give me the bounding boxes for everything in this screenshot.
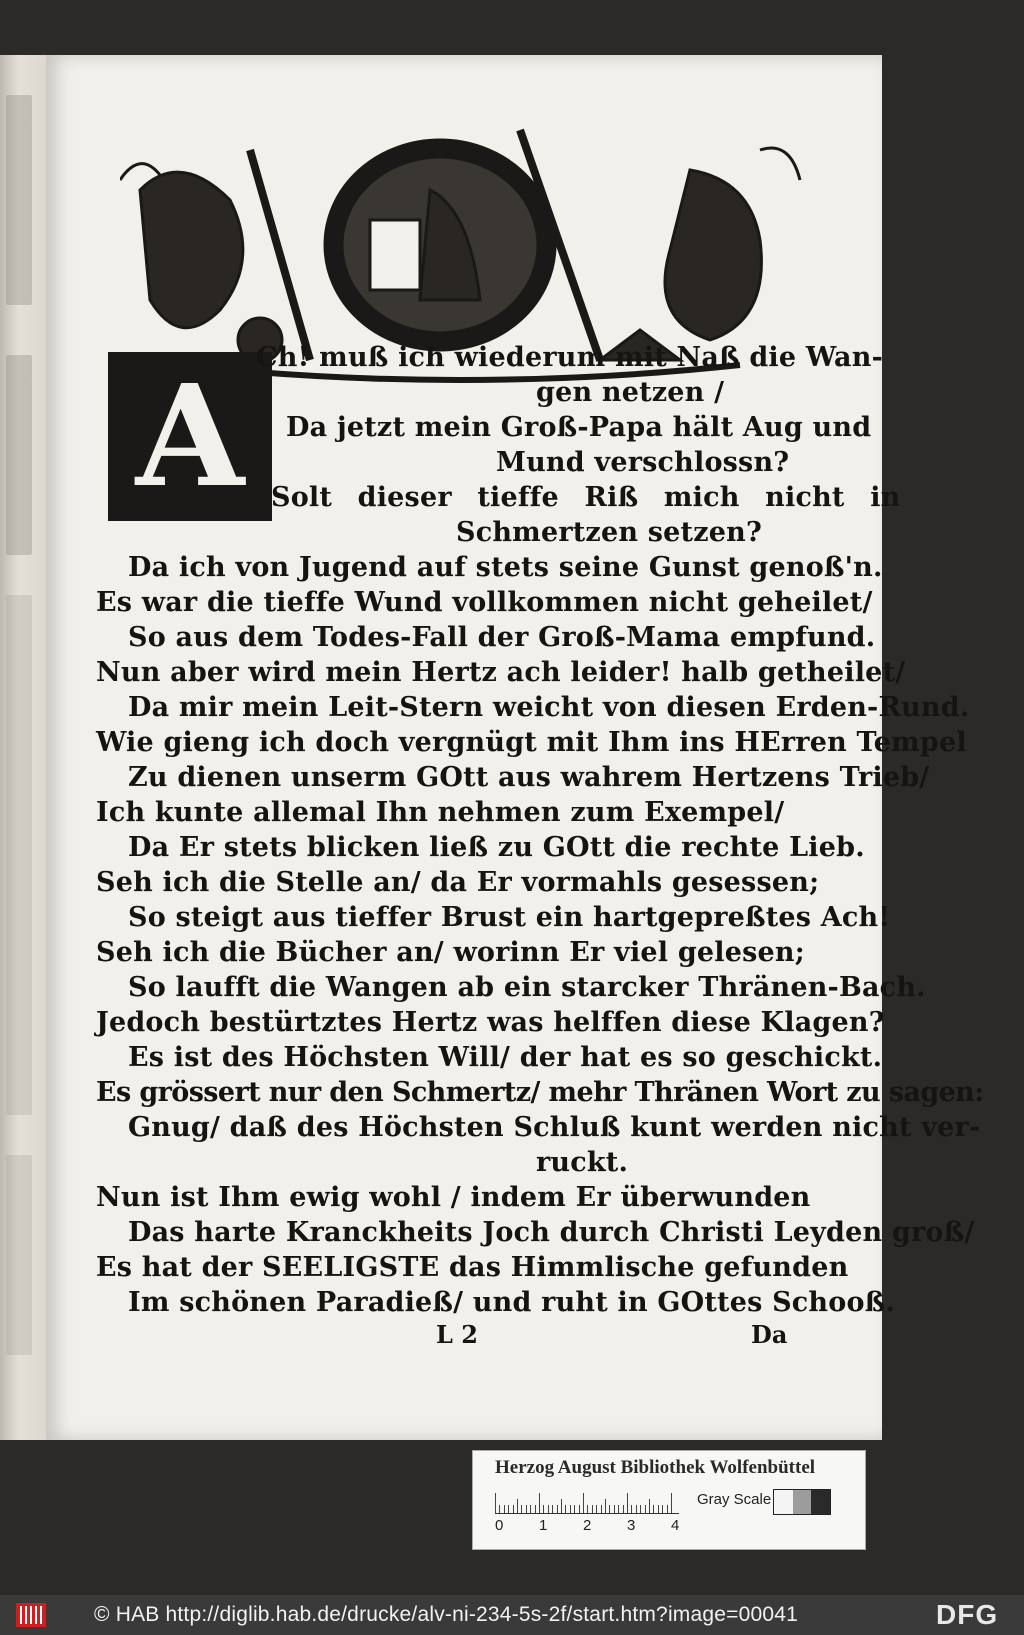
ruler-tick	[592, 1505, 593, 1513]
ruler-tick	[658, 1505, 659, 1513]
verse-line: Da mir mein Leit-Stern weicht von diesen Erden-Rund.	[128, 692, 970, 723]
decorated-initial	[108, 352, 272, 521]
verse-line: Es war die tieffe Wund vollkommen nicht geheilet/	[96, 587, 873, 618]
ruler-tick	[627, 1493, 628, 1513]
ruler-tick	[526, 1505, 527, 1513]
verse-line: Da ich von Jugend auf stets seine Gunst genoß'n.	[128, 552, 883, 583]
ruler-tick	[640, 1505, 641, 1513]
previous-page-edge	[0, 55, 48, 1440]
gray-scale-label: Gray Scale	[697, 1491, 772, 1508]
gray-swatch	[811, 1490, 830, 1514]
verse-line: So laufft die Wangen ab ein starcker Thränen-Bach.	[128, 972, 926, 1003]
ruler-tick	[508, 1505, 509, 1513]
color-reference-card	[472, 1450, 866, 1550]
verse-line: Da Er stets blicken ließ zu GOtt die rechte Lieb.	[128, 832, 865, 863]
ruler-tick	[548, 1505, 549, 1513]
ruler-tick	[521, 1505, 522, 1513]
ruler-tick	[517, 1499, 518, 1513]
ruler-tick	[579, 1505, 580, 1513]
verse-line: Schmertzen setzen?	[456, 517, 762, 548]
verse-line: Es grössert nur den Schmertz/ mehr Thränen Wort zu sagen:	[96, 1077, 984, 1108]
verse-line: So aus dem Todes-Fall der Groß-Mama empfund.	[128, 622, 876, 653]
verse-line: Es ist des Höchsten Will/ der hat es so geschickt.	[128, 1042, 883, 1073]
card-title: Herzog August Bibliothek Wolfenbüttel	[495, 1457, 816, 1478]
verse-line: Zu dienen unserm GOtt aus wahrem Hertzens Trieb/	[128, 762, 930, 793]
verse-line: Im schönen Paradieß/ und ruht in GOttes Schooß.	[128, 1287, 895, 1318]
ruler-tick	[662, 1505, 663, 1513]
ruler-tick	[535, 1505, 536, 1513]
ruler-tick	[623, 1505, 624, 1513]
ruler-tick	[583, 1493, 584, 1513]
initial-letter: A	[135, 354, 245, 519]
ruler-tick	[552, 1505, 553, 1513]
ruler-tick	[631, 1505, 632, 1513]
ruler-tick	[574, 1505, 575, 1513]
verse-line: Seh ich die Bücher an/ worinn Er viel gelesen;	[96, 937, 805, 968]
ruler-tick	[645, 1505, 646, 1513]
ruler-tick	[636, 1505, 637, 1513]
verse-line: Nun ist Ihm ewig wohl / indem Er überwunden	[96, 1182, 811, 1213]
verse-line: Solt dieser tieffe Riß mich nicht in	[271, 482, 901, 513]
ruler-tick	[495, 1493, 496, 1513]
gray-scale-swatches	[773, 1489, 831, 1515]
ruler-number: 3	[627, 1517, 636, 1534]
gray-swatch	[793, 1490, 812, 1514]
verse-line: Wie gieng ich doch vergnügt mit Ihm ins HErren Tempel	[96, 727, 967, 758]
ruler-tick	[614, 1505, 615, 1513]
ruler-tick	[499, 1505, 500, 1513]
scale-ruler	[495, 1491, 679, 1514]
verse-line: Ch! muß ich wiederum mit Naß die Wan-	[256, 342, 883, 373]
ruler-number: 1	[539, 1517, 548, 1534]
ruler-tick	[557, 1505, 558, 1513]
verse-line: Gnug/ daß des Höchsten Schluß kunt werden nicht ver-	[128, 1112, 981, 1143]
verse-line: Es hat der SEELIGSTE das Himmlische gefunden	[96, 1252, 849, 1283]
dfg-logo[interactable]: DFG	[936, 1599, 999, 1630]
ruler-number: 2	[583, 1517, 592, 1534]
ruler-tick	[570, 1505, 571, 1513]
verse-line: Ich kunte allemal Ihn nehmen zum Exempel/	[96, 797, 785, 828]
ruler-tick	[653, 1505, 654, 1513]
ruler-tick	[543, 1505, 544, 1513]
verse-line: gen netzen /	[536, 377, 725, 408]
ruler-tick	[667, 1505, 668, 1513]
ruler-tick	[504, 1505, 505, 1513]
verse-line: Seh ich die Stelle an/ da Er vormahls gesessen;	[96, 867, 820, 898]
book-page	[46, 55, 984, 1440]
ruler-tick	[605, 1499, 606, 1513]
gray-swatch	[774, 1490, 793, 1514]
ruler-tick	[609, 1505, 610, 1513]
ruler-tick	[671, 1493, 672, 1513]
verse-line: Jedoch bestürtztes Hertz was helffen diese Klagen?	[96, 1007, 885, 1038]
verse-line: So steigt aus tieffer Brust ein hartgepreßtes Ach!	[128, 902, 891, 933]
verse-line: ruckt.	[536, 1147, 629, 1178]
verse-line: Das harte Kranckheits Joch durch Christi Leyden groß/	[128, 1217, 975, 1248]
copyright-url-text[interactable]: © HAB http://diglib.hab.de/drucke/alv-ni-234-5s-2f/start.htm?image=00041	[94, 1603, 798, 1626]
verse-line: Nun aber wird mein Hertz ach leider! halb getheilet/	[96, 657, 906, 688]
ruler-tick	[618, 1505, 619, 1513]
hab-logo-icon[interactable]	[16, 1603, 46, 1627]
ruler-tick	[587, 1505, 588, 1513]
ruler-tick	[596, 1505, 597, 1513]
ruler-tick	[513, 1505, 514, 1513]
ruler-tick	[601, 1505, 602, 1513]
footer-bar	[0, 1595, 1024, 1635]
signature-mark: L 2	[436, 1320, 478, 1349]
ruler-tick	[561, 1499, 562, 1513]
ruler-number: 4	[671, 1517, 680, 1534]
ruler-tick	[530, 1505, 531, 1513]
verse-line: Da jetzt mein Groß-Papa hält Aug und	[286, 412, 872, 443]
verse-line: Mund verschlossn?	[496, 447, 790, 478]
ruler-number: 0	[495, 1517, 504, 1534]
ruler-tick	[565, 1505, 566, 1513]
ruler-tick	[649, 1499, 650, 1513]
ruler-tick	[539, 1493, 540, 1513]
catchword: Da	[751, 1320, 788, 1349]
